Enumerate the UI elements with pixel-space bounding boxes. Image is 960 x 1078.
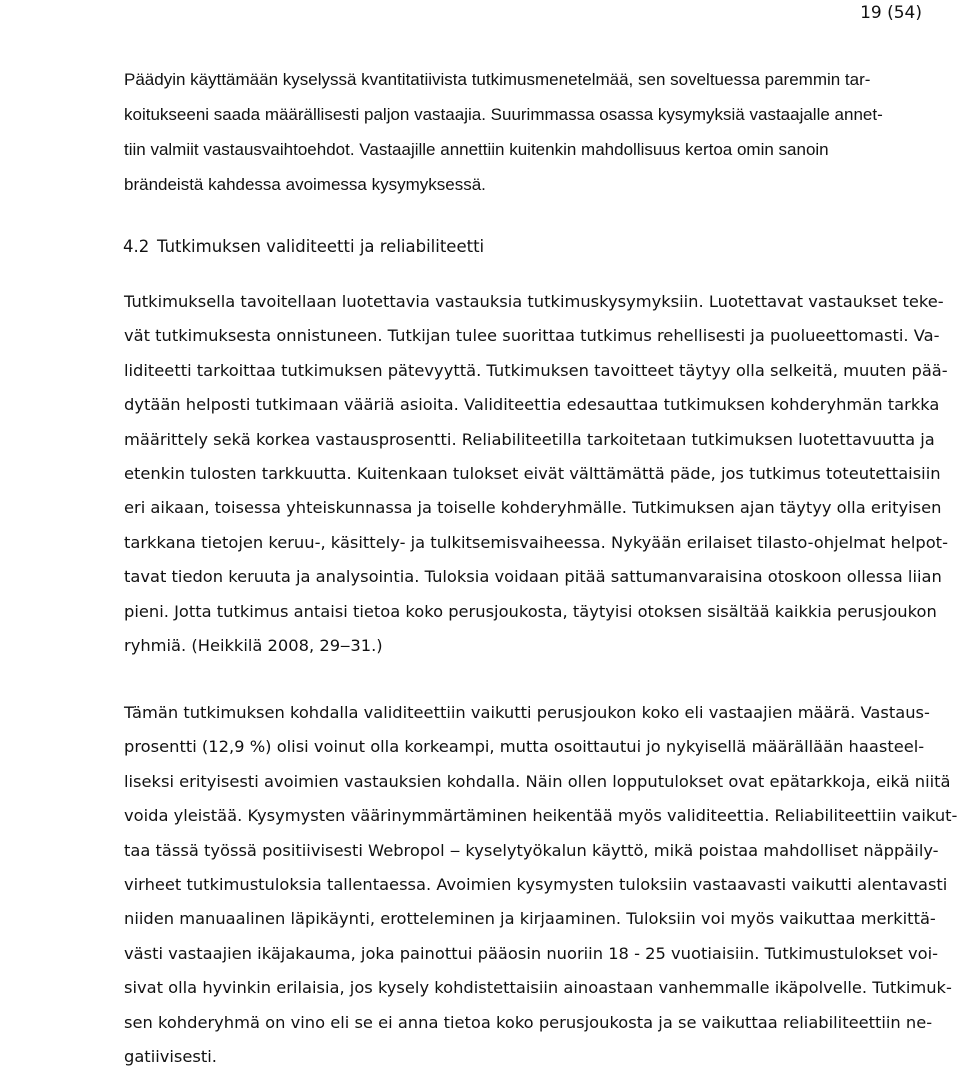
paragraph-line: vät tutkimuksesta onnistuneen. Tutkijan tulee suorittaa tutkimus rehellisesti ja puolueettomasti. Va- [124,326,940,346]
paragraph-line: liditeetti tarkoittaa tutkimuksen pätevyyttä. Tutkimuksen tavoitteet täytyy olla selkeitä, muuten pää- [124,360,948,380]
paragraph-line: koitukseeni saada määrällisesti paljon vastaajia. Suurimmassa osassa kysymyksiä vastaajalle annet- [124,105,883,124]
paragraph-line: Päädyin käyttämään kyselyssä kvantitatiivista tutkimusmenetelmää, sen soveltuessa paremmin tar- [124,70,871,89]
paragraph-line: niiden manuaalinen läpikäynti, erotteleminen ja kirjaaminen. Tuloksiin voi myös vaikuttaa merkittä- [124,909,936,929]
paragraph-line: dytään helposti tutkimaan vääriä asioita. Validiteettia edesauttaa tutkimuksen kohderyhmän tarkka [124,395,940,415]
intro-paragraph [124,67,924,207]
paragraph-line: taa tässä työssä positiivisesti Webropol ‒ kyselytyökalun käyttö, mikä poistaa mahdolliset näppäily- [124,840,939,860]
paragraph-line: sen kohderyhmä on vino eli se ei anna tietoa koko perusjoukosta ja se vaikuttaa reliabiliteettiin ne- [124,1012,933,1032]
paragraph-line: virheet tutkimustuloksia tallentaessa. Avoimien kysymysten tuloksiin vastaavasti vaikutti alentavasti [124,874,948,894]
page-number: 19 (54) [860,3,922,23]
paragraph-line: tarkkana tietojen keruu-, käsittely- ja tulkitsemisvaiheessa. Nykyään erilaiset tilasto-ohjelmat helpot- [124,532,948,552]
paragraph-line: määrittely sekä korkea vastausprosentti. Reliabiliteetilla tarkoitetaan tutkimuksen luotettavuutta ja [124,429,935,449]
paragraph-line: tiin valmiit vastausvaihtoehdot. Vastaajille annettiin kuitenkin mahdollisuus kertoa omin sanoin [124,140,829,159]
study-validity-paragraph [124,700,958,1078]
paragraph-line: etenkin tulosten tarkkuutta. Kuitenkaan tulokset eivät välttämättä päde, jos tutkimus toteutettaisiin [124,463,941,483]
paragraph-line: prosentti (12,9 %) olisi voinut olla korkeampi, mutta osoittautui jo nykyisellä määrällään haasteel- [124,737,925,757]
paragraph-line: liseksi erityisesti avoimien vastauksien kohdalla. Näin ollen lopputulokset ovat epätarkkoja, eikä niitä [124,771,951,791]
paragraph-line: eri aikaan, toisessa yhteiskunnassa ja toiselle kohderyhmälle. Tutkimuksen ajan täytyy olla erityisen [124,498,942,518]
paragraph-line: voida yleistää. Kysymysten väärinymmärtäminen heikentää myös validiteettia. Reliabiliteettiin vaikut- [124,806,958,826]
paragraph-line: ryhmiä. (Heikkilä 2008, 29‒31.) [124,635,383,655]
paragraph-line: Tutkimuksella tavoitellaan luotettavia vastauksia tutkimuskysymyksiin. Luotettavat vastaukset teke- [124,292,944,311]
section-title: Tutkimuksen validiteetti ja reliabiliteetti [157,237,485,256]
section-number: 4.2 [123,237,150,256]
paragraph-line: gatiivisesti. [124,1046,217,1066]
validity-paragraph [124,289,948,667]
paragraph-line: västi vastaajien ikäjakauma, joka painottui pääosin nuoriin 18 - 25 vuotiaisiin. Tutkimustulokset voi- [124,943,939,963]
paragraph-line: sivat olla hyvinkin erilaisia, jos kysely kohdistettaisiin ainoastaan vanhemmalle ikäpolvelle. Tutkimuk- [124,978,952,998]
paragraph-line: pieni. Jotta tutkimus antaisi tietoa koko perusjoukosta, täytyisi otoksen sisältää kaikkia perusjoukon [124,601,937,621]
paragraph-line: Tämän tutkimuksen kohdalla validiteettiin vaikutti perusjoukon koko eli vastaajien määrä. Vastaus- [124,703,930,722]
paragraph-line: tavat tiedon keruuta ja analysointia. Tuloksia voidaan pitää sattumanvaraisina otoskoon ollessa liian [124,567,942,587]
paragraph-line: brändeistä kahdessa avoimessa kysymyksessä. [124,175,486,194]
